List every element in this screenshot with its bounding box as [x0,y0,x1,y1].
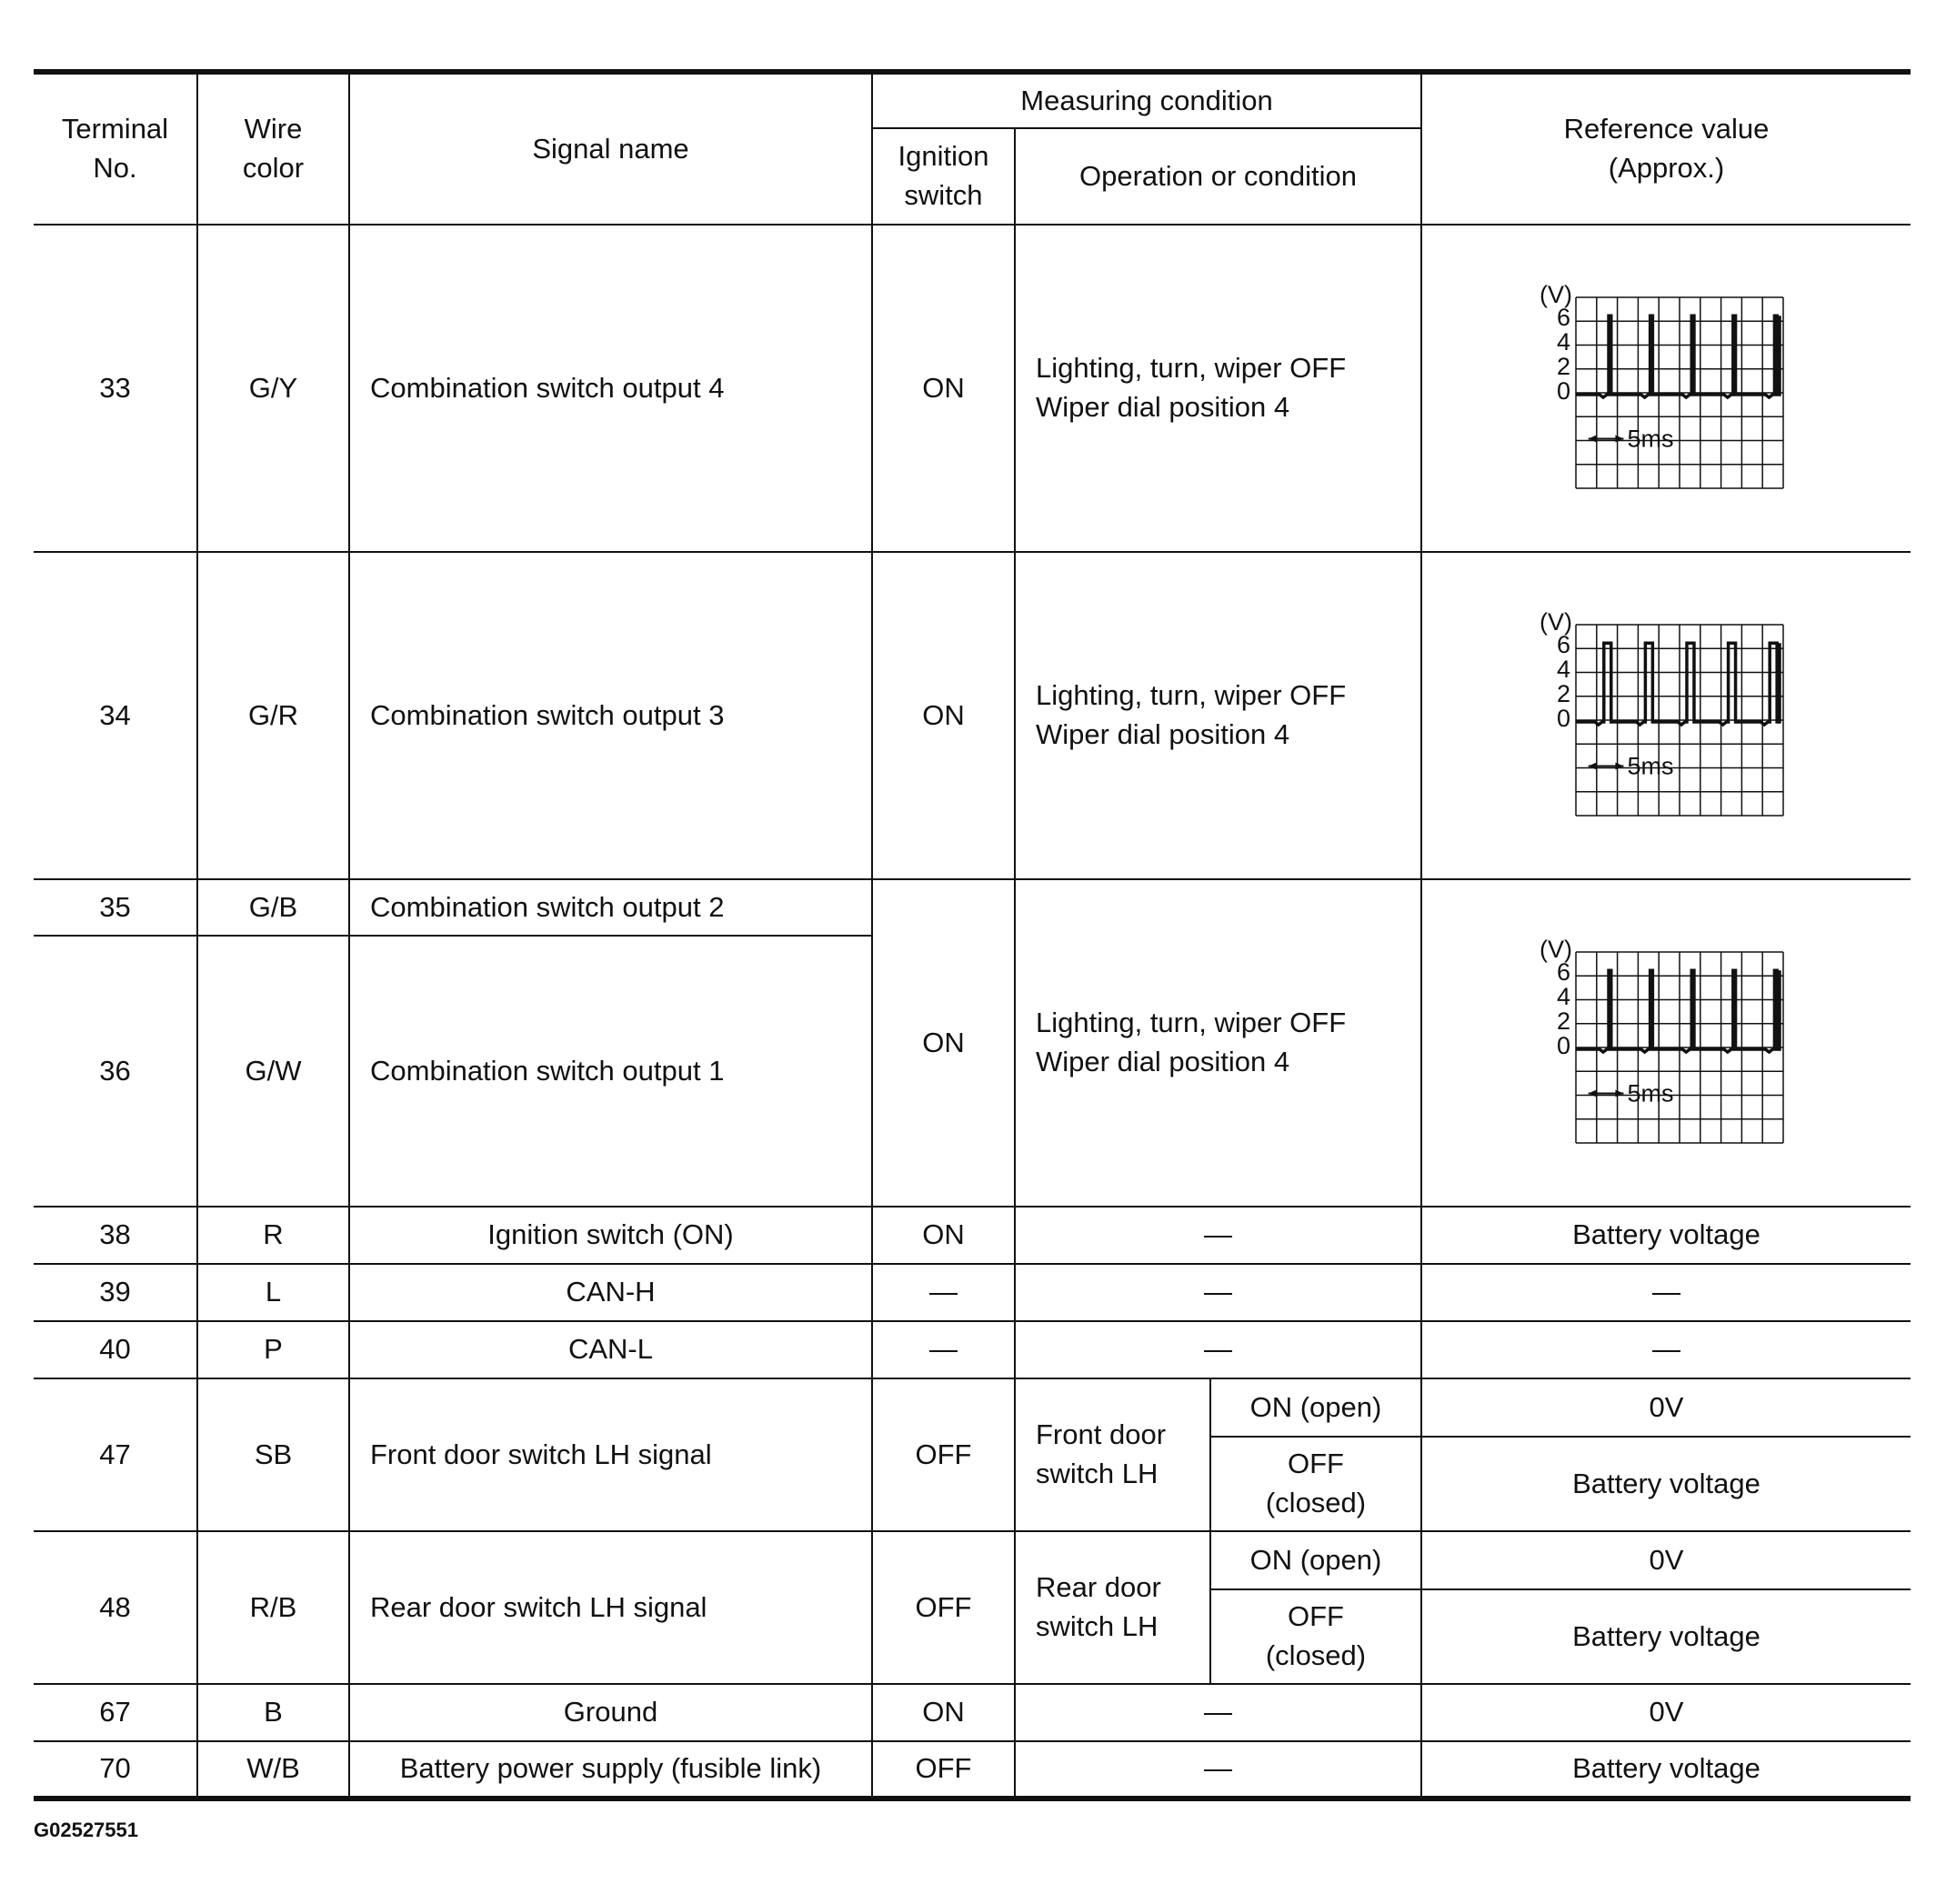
terminal-cell: 48 [34,1531,197,1684]
signal-name-cell: Ground [349,1684,872,1741]
signal-name-cell: CAN-H [349,1264,872,1321]
waveform-trace [1576,643,1780,725]
terminal-cell: 40 [34,1321,197,1378]
condition-cell: ON (open) [1210,1531,1421,1589]
volt-unit-label: (V) [1539,608,1572,636]
ignition-cell: OFF [872,1378,1015,1531]
operation-cell: Lighting, turn, wiper OFF Wiper dial position 4 [1015,225,1421,552]
terminal-cell: 38 [34,1207,197,1264]
time-scale-label: 5ms [1626,752,1673,780]
table-row [34,1321,1911,1378]
volt-tick-label: 4 [1556,656,1570,683]
reference-value-cell: Battery voltage [1421,1589,1911,1684]
ignition-cell: OFF [872,1741,1015,1799]
volt-tick-label: 4 [1556,983,1570,1010]
volt-tick-label: 2 [1556,680,1570,707]
signal-name-cell: Rear door switch LH signal [349,1531,872,1684]
volt-tick-label: 6 [1556,304,1570,331]
terminal-cell: 35 [34,879,197,936]
table-row [34,1378,1911,1437]
wire-color-cell: SB [197,1378,349,1531]
volt-tick-label: 2 [1556,1007,1570,1035]
ignition-cell: — [872,1321,1015,1378]
reference-value-cell: Battery voltage [1421,1741,1911,1799]
table-row [34,879,1911,936]
arrow-head-icon [1588,763,1596,770]
arrow-head-icon [1615,763,1623,770]
terminal-reference-table [34,69,1911,1801]
table-row [34,225,1911,552]
operation-cell: Lighting, turn, wiper OFF Wiper dial position 4 [1015,879,1421,1207]
wire-color-cell: G/W [197,936,349,1207]
wire-color-cell: B [197,1684,349,1741]
terminal-cell: 33 [34,225,197,552]
ignition-cell: ON [872,879,1015,1207]
reference-value-cell: 0V [1421,1531,1911,1589]
table-row [34,552,1911,879]
table-row [34,1531,1911,1589]
ignition-cell: OFF [872,1531,1015,1684]
condition-cell: ON (open) [1210,1378,1421,1437]
terminal-cell: 36 [34,936,197,1207]
reference-waveform-cell [1421,879,1911,1207]
ignition-cell: ON [872,552,1015,879]
reference-value-cell: Battery voltage [1421,1207,1911,1264]
volt-tick-label: 6 [1556,958,1570,986]
terminal-cell: 67 [34,1684,197,1741]
table-row [34,1264,1911,1321]
table-row [34,1207,1911,1264]
waveform-trace [1576,970,1780,1052]
time-scale-label: 5ms [1626,425,1673,453]
signal-name-cell: Combination switch output 2 [349,879,872,936]
wire-color-cell: W/B [197,1741,349,1799]
reference-value-cell: 0V [1421,1684,1911,1741]
ignition-cell: ON [872,225,1015,552]
reference-value-cell: — [1421,1321,1911,1378]
header-ignition-switch: Ignition switch [872,128,1015,225]
ignition-cell: ON [872,1207,1015,1264]
table-row [34,1741,1911,1799]
signal-name-cell: Front door switch LH signal [349,1378,872,1531]
header-terminal-no: Terminal No. [34,72,197,225]
reference-value-cell: Battery voltage [1421,1437,1911,1531]
reference-value-cell: 0V [1421,1378,1911,1437]
scope-grid [1576,297,1783,488]
signal-name-cell: Combination switch output 1 [349,936,872,1207]
header-operation-condition: Operation or condition [1015,128,1421,225]
wire-color-cell: G/B [197,879,349,936]
operation-cell: — [1015,1264,1421,1321]
wire-color-cell: G/R [197,552,349,879]
time-scale-label: 5ms [1626,1079,1673,1107]
volt-tick-label: 0 [1556,705,1570,732]
wire-color-cell: P [197,1321,349,1378]
terminal-cell: 34 [34,552,197,879]
waveform-graph [1521,606,1812,825]
signal-name-cell: Combination switch output 4 [349,225,872,552]
wire-color-cell: L [197,1264,349,1321]
wire-color-cell: R [197,1207,349,1264]
operation-cell: Lighting, turn, wiper OFF Wiper dial position 4 [1015,552,1421,879]
signal-name-cell: Battery power supply (fusible link) [349,1741,872,1799]
table-row [34,1684,1911,1741]
condition-cell: OFF (closed) [1210,1437,1421,1531]
figure-code: G02527551 [34,1819,138,1841]
operation-cell: — [1015,1321,1421,1378]
operation-cell: Rear door switch LH [1015,1531,1210,1684]
wire-color-cell: G/Y [197,225,349,552]
terminal-cell: 39 [34,1264,197,1321]
waveform-trace [1576,316,1780,397]
arrow-head-icon [1588,1090,1596,1097]
operation-cell: Front door switch LH [1015,1378,1210,1531]
arrow-head-icon [1615,436,1623,443]
header-reference-value: Reference value (Approx.) [1421,72,1911,225]
header-measuring-condition: Measuring condition [872,72,1421,128]
signal-name-cell: CAN-L [349,1321,872,1378]
condition-cell: OFF (closed) [1210,1589,1421,1684]
reference-value-cell: — [1421,1264,1911,1321]
volt-tick-label: 2 [1556,353,1570,380]
scope-grid [1576,952,1783,1143]
reference-waveform-cell [1421,552,1911,879]
signal-name-cell: Combination switch output 3 [349,552,872,879]
volt-unit-label: (V) [1539,281,1572,308]
header-wire-color: Wire color [197,72,349,225]
operation-cell: — [1015,1207,1421,1264]
terminal-cell: 70 [34,1741,197,1799]
signal-name-cell: Ignition switch (ON) [349,1207,872,1264]
operation-cell: — [1015,1741,1421,1799]
ignition-cell: — [872,1264,1015,1321]
arrow-head-icon [1588,436,1596,443]
ignition-cell: ON [872,1684,1015,1741]
arrow-head-icon [1615,1090,1623,1097]
volt-unit-label: (V) [1539,936,1572,963]
header-signal-name: Signal name [349,72,872,225]
volt-tick-label: 6 [1556,631,1570,658]
terminal-cell: 47 [34,1378,197,1531]
waveform-graph [1521,934,1812,1152]
volt-tick-label: 4 [1556,328,1570,356]
volt-tick-label: 0 [1556,377,1570,405]
wire-color-cell: R/B [197,1531,349,1684]
operation-cell: — [1015,1684,1421,1741]
waveform-graph [1521,279,1812,497]
reference-waveform-cell [1421,225,1911,552]
volt-tick-label: 0 [1556,1032,1570,1059]
scope-grid [1576,625,1783,816]
